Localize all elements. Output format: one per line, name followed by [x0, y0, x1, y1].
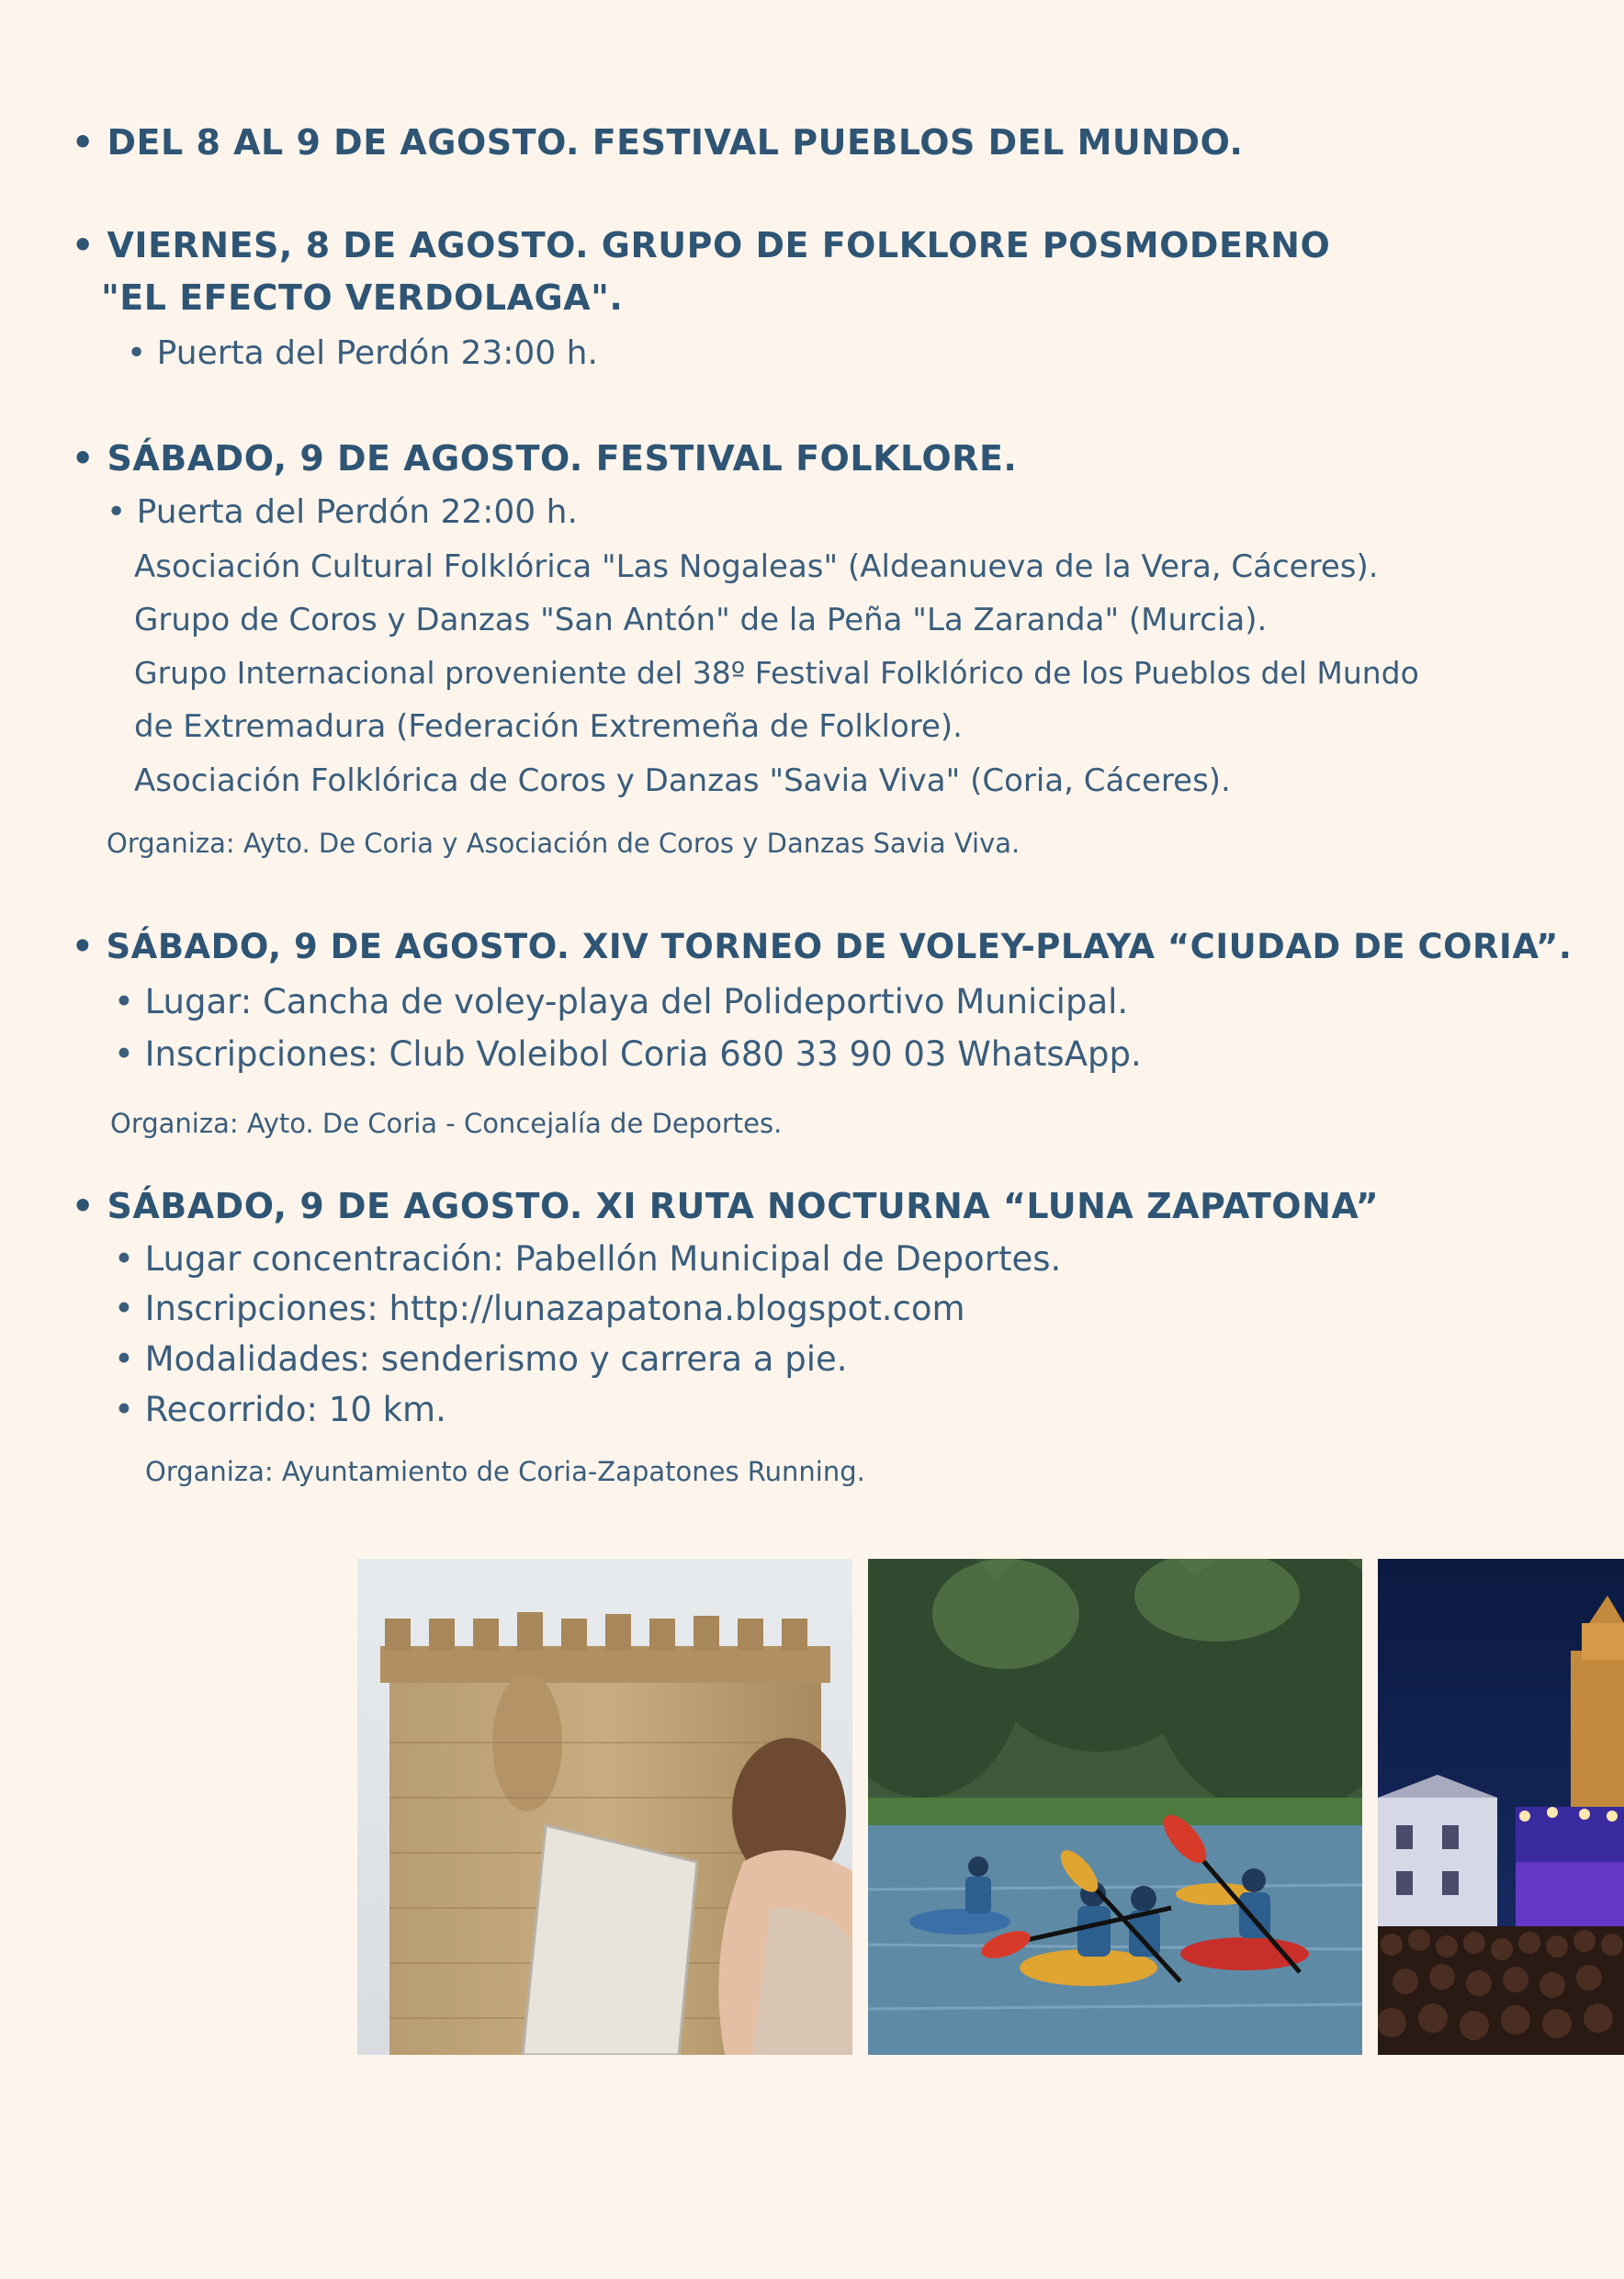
verdolaga-heading-line2: "EL EFECTO VERDOLAGA".: [101, 277, 624, 318]
voley-organiza: Organiza: Ayto. De Coria - Concejalía de Deportes.: [110, 1108, 783, 1139]
festival-heading: • DEL 8 AL 9 DE AGOSTO. FESTIVAL PUEBLOS DEL MUNDO.: [72, 122, 1244, 163]
ruta-organiza: Organiza: Ayuntamiento de Coria-Zapatones Running.: [145, 1456, 865, 1487]
voley-line: • Lugar: Cancha de voley-playa del Polideportivo Municipal.: [114, 982, 1129, 1021]
folklore-organiza: Organiza: Ayto. De Coria y Asociación de Coros y Danzas Savia Viva.: [107, 828, 1021, 859]
ruta-line: • Lugar concentración: Pabellón Municipal de Deportes.: [114, 1239, 1062, 1279]
folklore-line: de Extremadura (Federación Extremeña de Folklore).: [134, 708, 963, 745]
ruta-heading: • SÁBADO, 9 DE AGOSTO. XI RUTA NOCTURNA “LUNA ZAPATONA”: [72, 1186, 1380, 1226]
kayak-river-photo: [868, 1559, 1362, 2055]
castle-painter-photo: [357, 1559, 852, 2055]
folklore-line: Asociación Cultural Folklórica "Las Nogaleas" (Aldeanueva de la Vera, Cáceres).: [134, 548, 1379, 585]
folklore-heading: • SÁBADO, 9 DE AGOSTO. FESTIVAL FOLKLORE.: [72, 438, 1018, 479]
verdolaga-heading-line1: • VIERNES, 8 DE AGOSTO. GRUPO DE FOLKLORE POSMODERNO: [72, 225, 1331, 265]
folklore-line: Asociación Folklórica de Coros y Danzas "Savia Viva" (Coria, Cáceres).: [134, 762, 1231, 799]
night-concert-photo: [1378, 1559, 1624, 2055]
ruta-line: • Recorrido: 10 km.: [114, 1390, 446, 1429]
verdolaga-location: • Puerta del Perdón 23:00 h.: [127, 334, 598, 372]
folklore-line: Grupo Internacional proveniente del 38º Festival Folklórico de los Pueblos del Mundo: [134, 655, 1419, 691]
folklore-location: • Puerta del Perdón 22:00 h.: [107, 493, 578, 531]
ruta-line: • Inscripciones: http://lunazapatona.blogspot.com: [114, 1289, 965, 1328]
voley-line: • Inscripciones: Club Voleibol Coria 680 33 90 03 WhatsApp.: [114, 1034, 1142, 1074]
ruta-line: • Modalidades: senderismo y carrera a pie.: [114, 1339, 848, 1379]
folklore-line: Grupo de Coros y Danzas "San Antón" de la Peña "La Zaranda" (Murcia).: [134, 602, 1268, 638]
voley-heading: • SÁBADO, 9 DE AGOSTO. XIV TORNEO DE VOLEY-PLAYA “CIUDAD DE CORIA”.: [72, 927, 1573, 966]
